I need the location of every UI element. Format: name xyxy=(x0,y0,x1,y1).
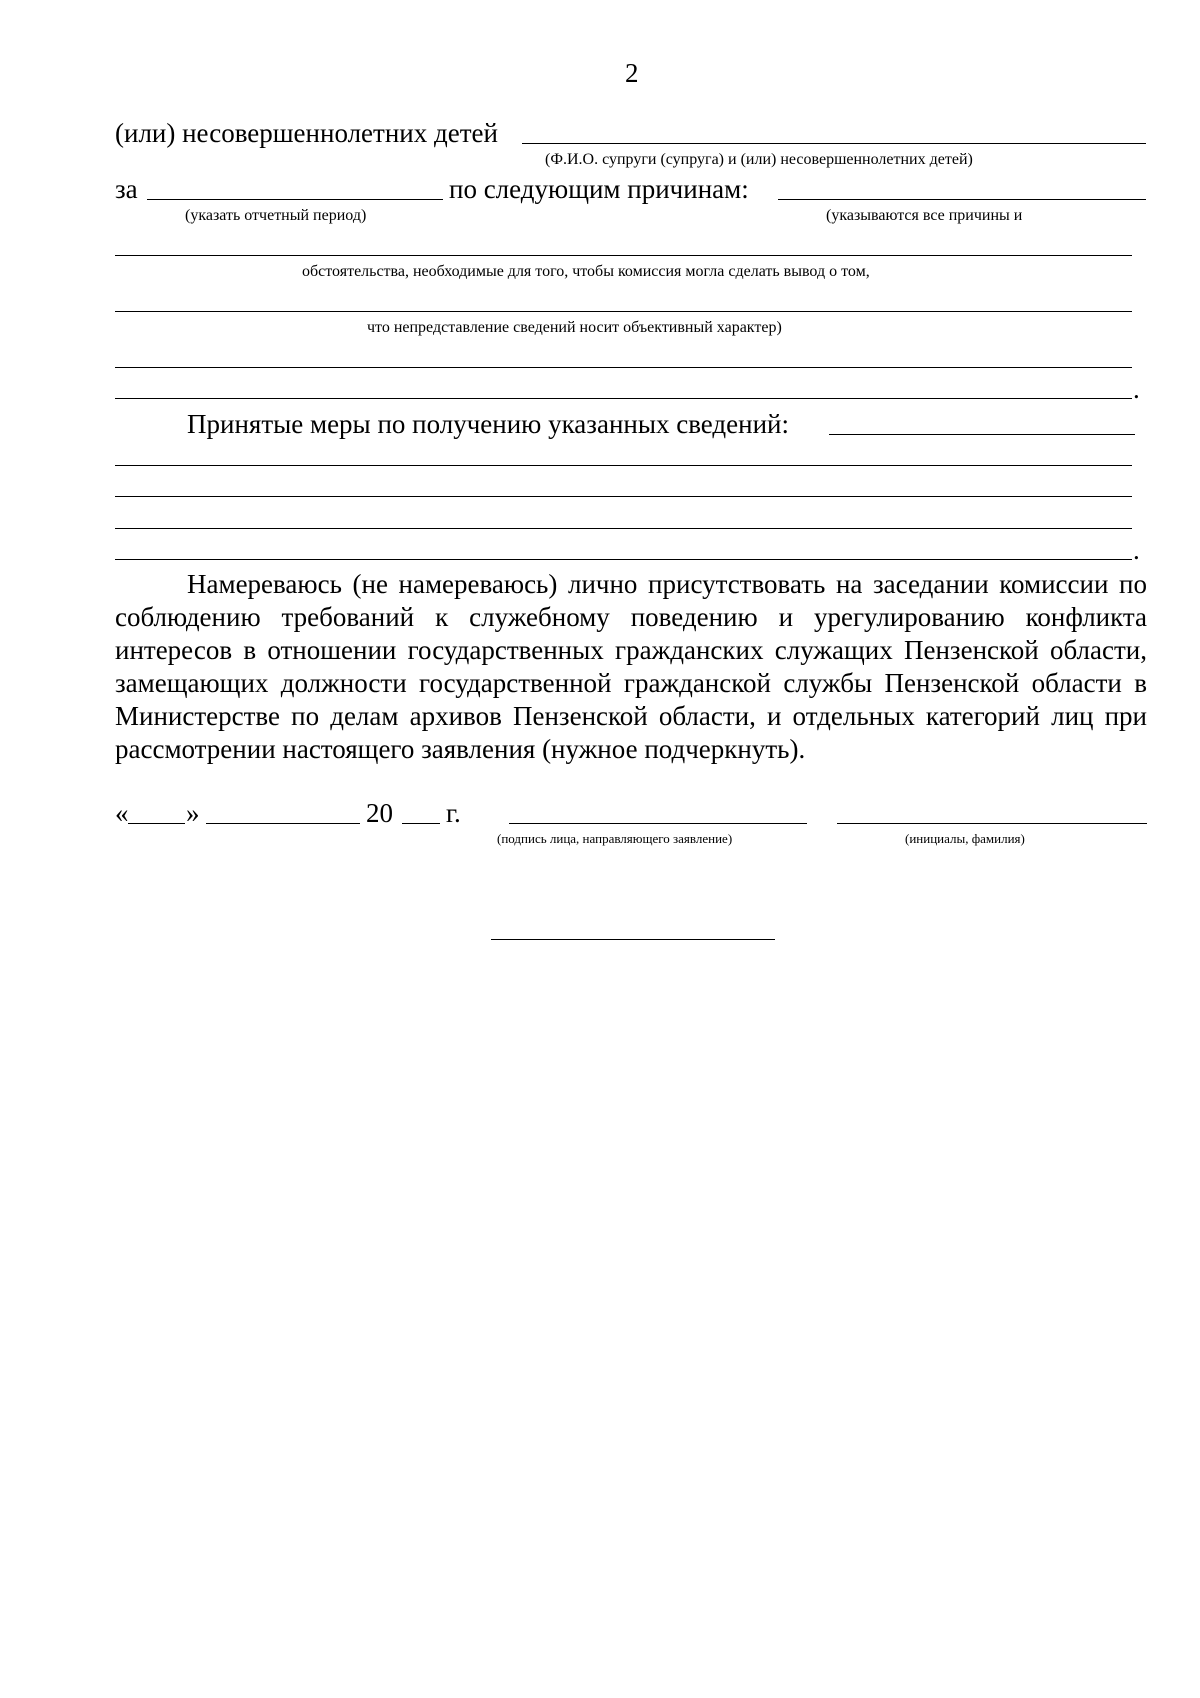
end-divider xyxy=(491,939,775,940)
date-month-field[interactable] xyxy=(206,823,360,824)
measures-period: . xyxy=(1133,535,1140,565)
page-number: 2 xyxy=(625,58,639,88)
measures-label: Принятые меры по получению указанных сведений: xyxy=(187,409,790,439)
reporting-period-field[interactable] xyxy=(147,199,443,200)
date-year-suffix: г. xyxy=(446,798,461,828)
reasons-line-1[interactable] xyxy=(115,255,1132,256)
spouse-name-caption: (Ф.И.О. супруги (супруга) и (или) несовершеннолетних детей) xyxy=(545,151,973,168)
date-day-field[interactable] xyxy=(128,823,185,824)
reasons-period: . xyxy=(1133,374,1140,404)
date-open-quote: « xyxy=(115,798,129,828)
date-year-prefix: 20 xyxy=(366,798,393,828)
period-prefix: за xyxy=(115,174,138,204)
date-close-quote: » xyxy=(186,798,200,828)
reporting-period-caption: (указать отчетный период) xyxy=(185,207,367,224)
signature-field[interactable] xyxy=(509,823,807,824)
reasons-line-3[interactable] xyxy=(115,367,1132,368)
reasons-caption-cont-1: обстоятельства, необходимые для того, чтобы комиссия могла сделать вывод о том, xyxy=(302,263,870,280)
reasons-caption-cont-2: что непредставление сведений носит объективный характер) xyxy=(367,319,782,336)
intention-paragraph xyxy=(115,568,1147,766)
children-label: (или) несовершеннолетних детей xyxy=(115,118,498,148)
measures-line-4[interactable] xyxy=(115,559,1132,560)
measures-line-1[interactable] xyxy=(115,465,1132,466)
measures-line-2[interactable] xyxy=(115,496,1132,497)
name-caption: (инициалы, фамилия) xyxy=(905,831,1025,846)
signature-caption: (подпись лица, направляющего заявление) xyxy=(497,831,733,846)
spouse-name-field[interactable] xyxy=(522,143,1146,144)
date-year-field[interactable] xyxy=(402,823,440,824)
reasons-caption: (указываются все причины и xyxy=(826,207,1023,224)
measures-line-3[interactable] xyxy=(115,528,1132,529)
reasons-field-start[interactable] xyxy=(778,199,1146,200)
measures-field-start[interactable] xyxy=(829,434,1135,435)
name-field[interactable] xyxy=(837,823,1147,824)
reasons-line-2[interactable] xyxy=(115,311,1132,312)
intention-paragraph-text: Намереваюсь (не намереваюсь) лично присутствовать на заседании комиссии по соблюдению требований к служебному поведению и урегулированию конфликта интересов в отношении государственных гражданских служащих Пензенской области, замещающих должности государственной гражданской службы Пензенской области в Министерстве по делам архивов Пензенской области, и отдельных категорий лиц при рассмотрении настоящего заявления (нужное подчеркнуть). xyxy=(115,569,1147,764)
reasons-label: по следующим причинам: xyxy=(449,174,749,204)
reasons-line-4[interactable] xyxy=(115,398,1132,399)
